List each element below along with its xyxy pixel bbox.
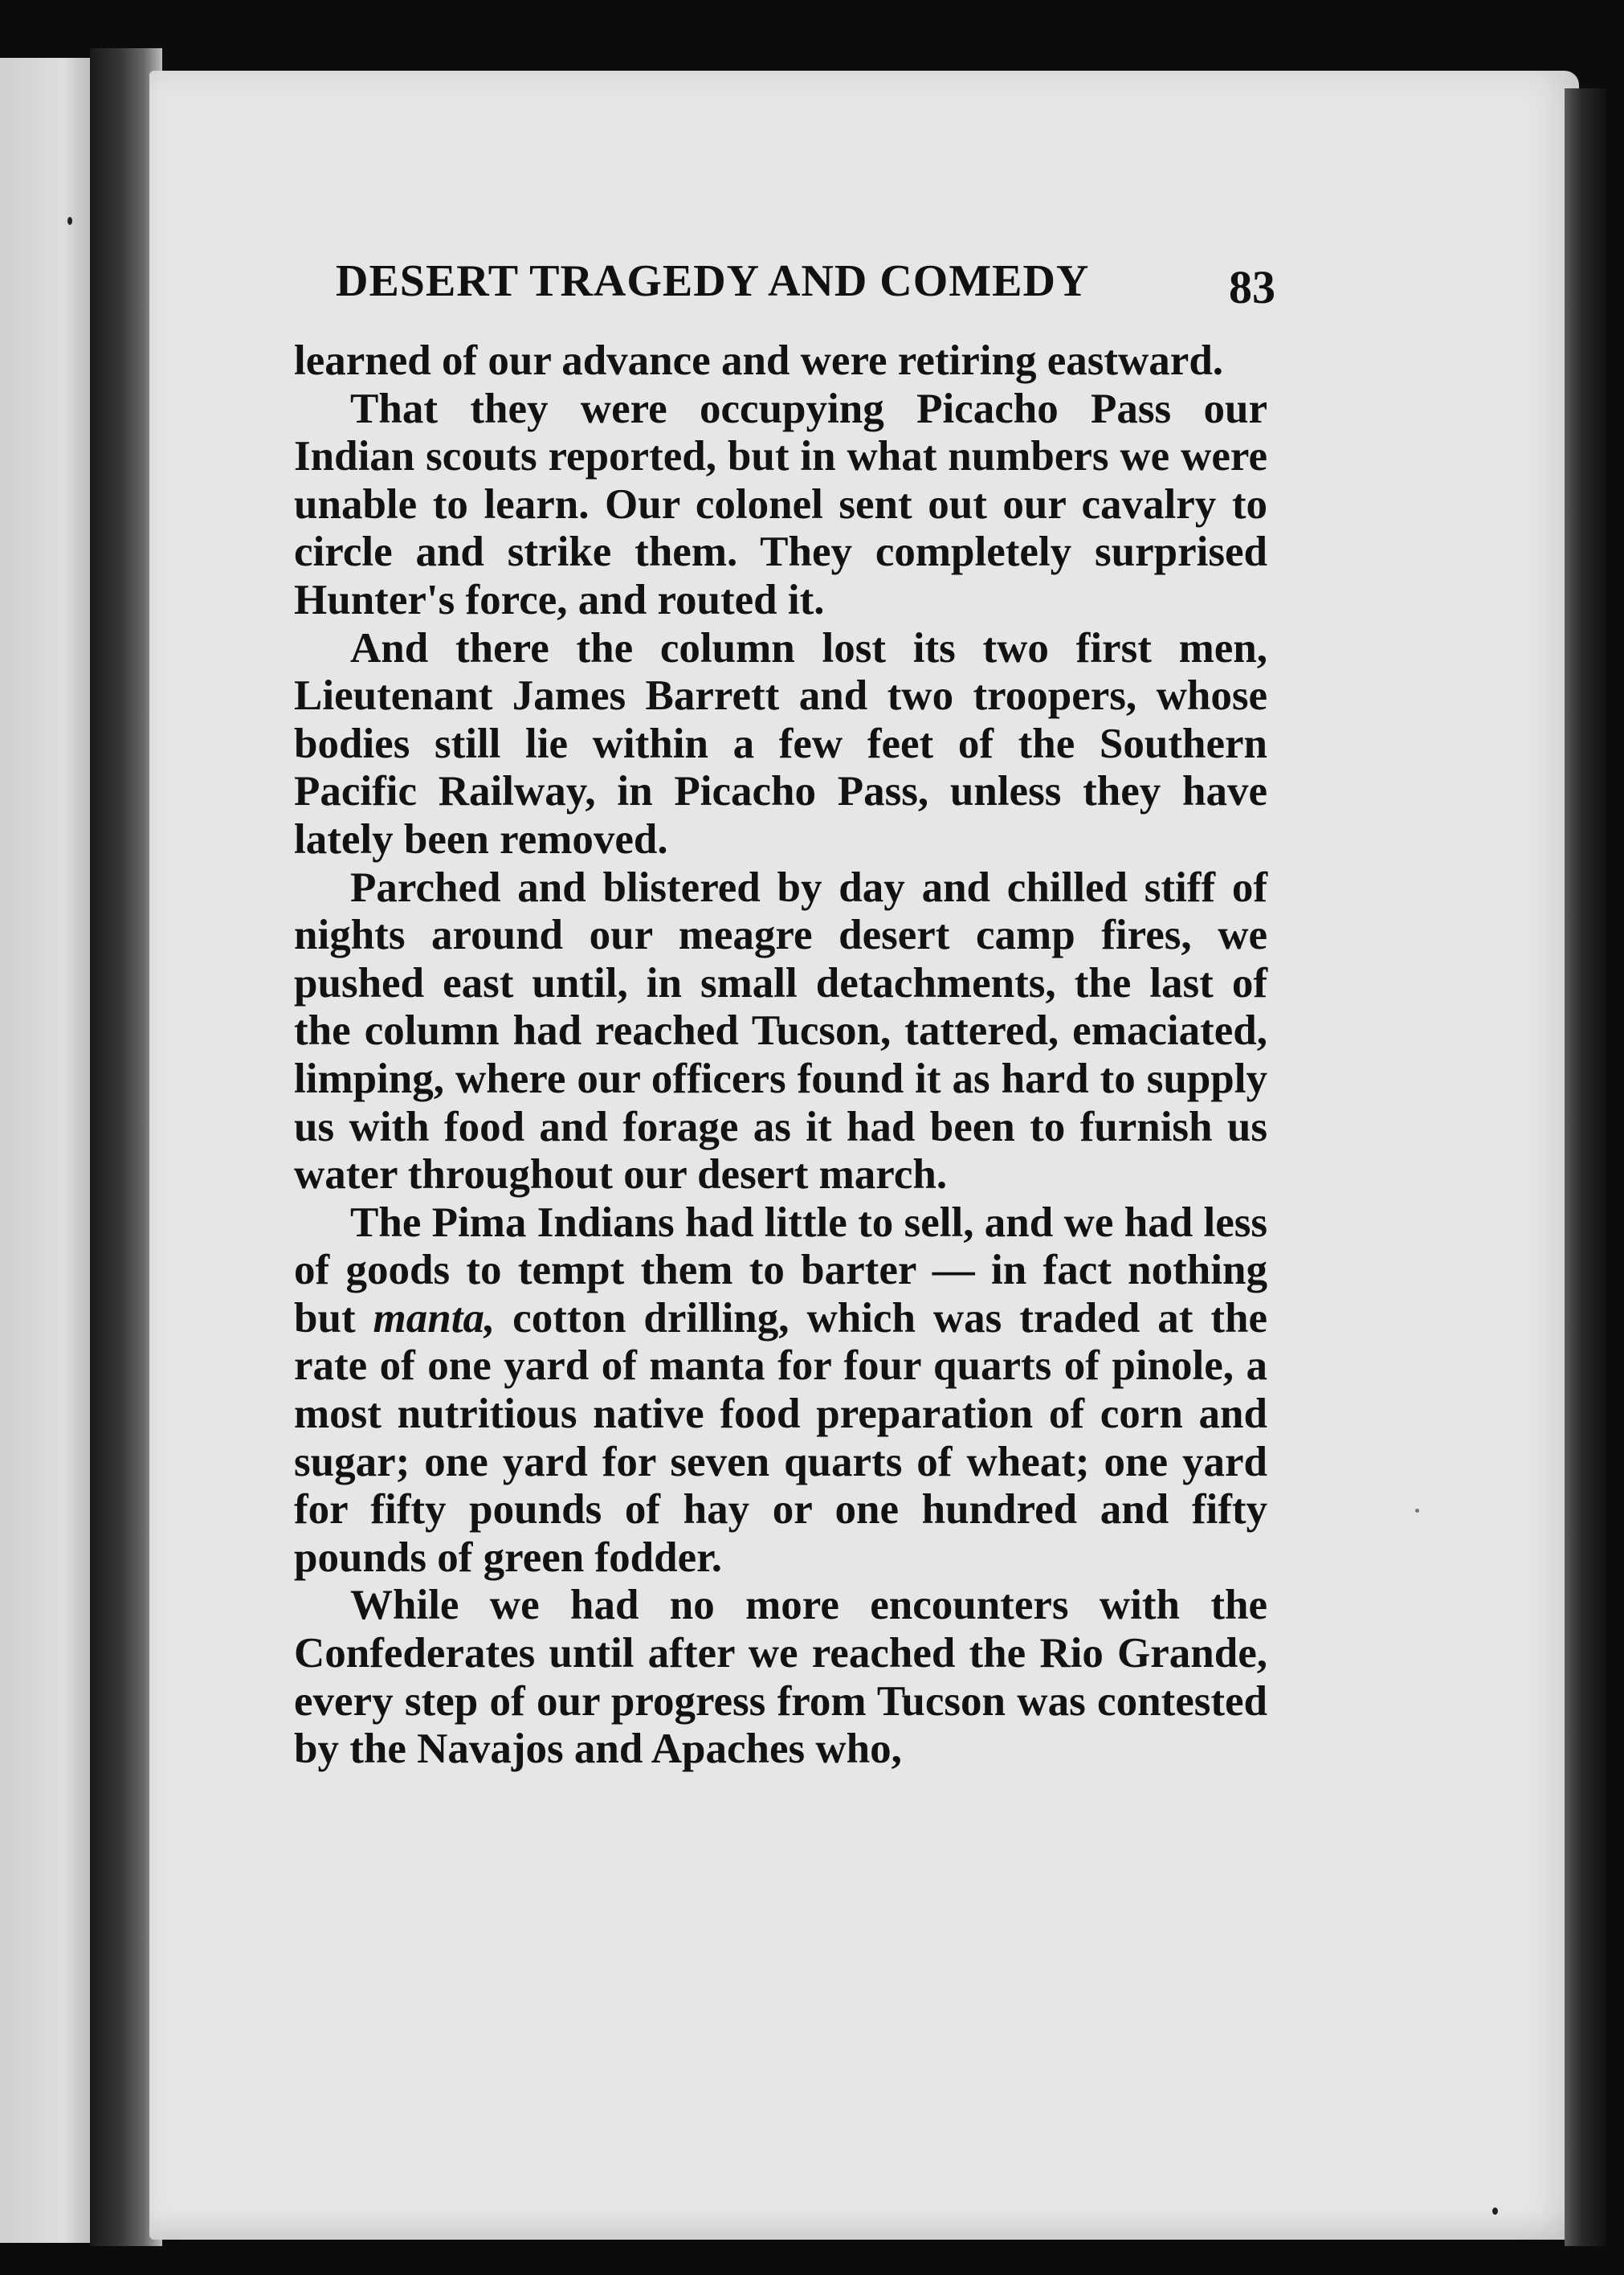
bottom-margin: [0, 2246, 1624, 2275]
paragraph: learned of our advance and were retiring eastward.: [294, 337, 1224, 384]
dust-speck: [1415, 1509, 1419, 1513]
paragraph-text: The Pima Indians had little to sell, and we had less of goods to tempt them to barter — in fact nothing but: [294, 1199, 1267, 1342]
dust-speck: [67, 217, 72, 225]
paragraph: While we had no more encounters with the Confederates until after we reached the Rio Grande, every step of our progress from Tucson was contested by the Navajos and Apaches who,: [294, 1582, 1267, 1773]
page-number: 83: [1229, 261, 1275, 313]
page-header: [336, 255, 1275, 320]
paragraph: [294, 1199, 1267, 1583]
right-page-edge: [1565, 88, 1606, 2257]
paragraph: That they were occupying Picacho Pass our Indian scouts reported, but in what numbers we were unable to learn. Our colonel sent out our cavalry to circle and strike them. They completely surprised Hunter's force, and routed it.: [294, 385, 1267, 623]
dust-speck: [1492, 2208, 1498, 2215]
paragraph: And there the column lost its two first men, Lieutenant James Barrett and two troopers, whose bodies still lie within a few feet of the Southern Pacific Railway, in Picacho Pass, unless they have lately been removed.: [294, 624, 1267, 863]
paragraph-text: cotton drilling, which was traded at the rate of one yard of manta for four quarts of pinole, a most nutritious native food preparation of corn and sugar; one yard for seven quarts of wheat; one yard for fifty pounds of hay or one hundred and fifty pounds of green fodder.: [294, 1294, 1268, 1581]
paragraph: Parched and blistered by day and chilled stiff of nights around our meagre desert camp fires, we pushed east until, in small detachments, the last of the column had reached Tucson, tattered, emaciated, limping, where our officers found it as hard to supply us with food and forage as it had been to furnish us water throughout our desert march.: [294, 864, 1267, 1199]
running-head: DESERT TRAGEDY AND COMEDY: [336, 256, 1090, 306]
body-text: [294, 337, 1267, 1774]
italic-term: manta,: [373, 1294, 496, 1342]
left-page-edge: [0, 58, 90, 2243]
